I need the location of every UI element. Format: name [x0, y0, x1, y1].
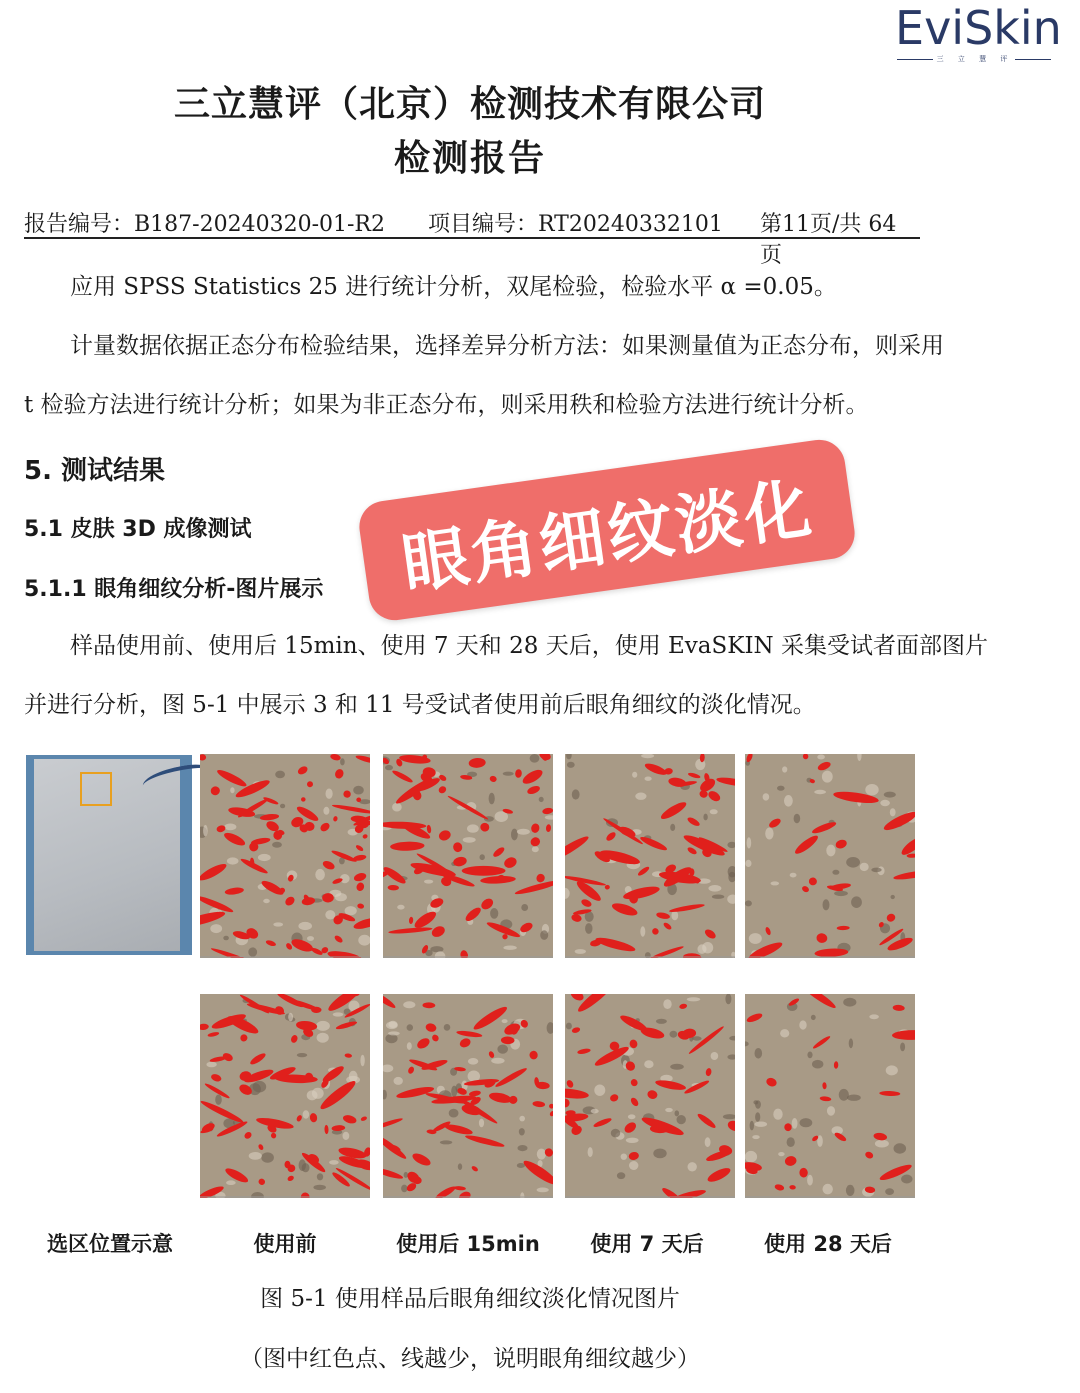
- caption-15min: 使用后 15min: [396, 1232, 540, 1256]
- wrinkle-panel: [565, 994, 735, 1198]
- eviskin-logo: [895, 1, 1062, 64]
- logo-divider: [1015, 59, 1051, 60]
- caption-before: 使用前: [253, 1232, 317, 1256]
- wrinkle-panel: [200, 754, 370, 958]
- logo-subtitle: 三 立 慧 评: [936, 55, 1014, 63]
- figure-title: 图 5-1 使用样品后眼角细纹淡化情况图片: [260, 1286, 680, 1312]
- subsubsection-heading: 5.1.1 眼角细纹分析-图片展示: [24, 577, 324, 602]
- page-indicator: 第11页/共 64 页: [760, 212, 897, 268]
- highlight-sticker: 眼角细纹淡化: [356, 436, 858, 623]
- paragraph-description: 样品使用前、使用后 15min、使用 7 天和 28 天后，使用 EvaSKIN 采集受试者面部图片: [70, 633, 988, 659]
- company-name: 三立慧评（北京）检测技术有限公司: [173, 84, 766, 125]
- report-title: 检测报告: [393, 138, 546, 179]
- wrinkle-panel: [745, 994, 915, 1198]
- paragraph-statistics: 应用 SPSS Statistics 25 进行统计分析，双尾检验，检验水平 α =0.05。: [70, 274, 837, 300]
- section-heading: 5. 测试结果: [24, 456, 166, 486]
- report-number: 报告编号：B187-20240320-01-R2: [24, 212, 385, 237]
- wrinkle-panel: [565, 754, 735, 958]
- project-number: 项目编号：RT20240332101: [428, 212, 723, 237]
- report-meta-row: [24, 205, 920, 268]
- wrinkle-panel: [383, 754, 553, 958]
- paragraph-description-cont: 并进行分析，图 5-1 中展示 3 和 11 号受试者使用前后眼角细纹的淡化情况。: [24, 692, 816, 718]
- paragraph-method: 计量数据依据正态分布检验结果，选择差异分析方法：如果测量值为正态分布，则采用: [70, 333, 944, 359]
- caption-28days: 使用 28 天后: [764, 1232, 892, 1256]
- wrinkle-panel: [383, 994, 553, 1198]
- wrinkle-panel: [745, 754, 915, 958]
- wrinkle-panel: [200, 994, 370, 1198]
- subsection-heading: 5.1 皮肤 3D 成像测试: [24, 517, 252, 542]
- figure-note: （图中红色点、线越少，说明眼角细纹越少）: [240, 1346, 700, 1372]
- selection-marker: [80, 772, 112, 806]
- caption-7days: 使用 7 天后: [590, 1232, 704, 1256]
- caption-selection: 选区位置示意: [47, 1232, 173, 1256]
- paragraph-method-cont: t 检验方法进行统计分析；如果为非正态分布，则采用秩和检验方法进行统计分析。: [24, 392, 869, 418]
- logo-text: EviSkin: [895, 1, 1062, 55]
